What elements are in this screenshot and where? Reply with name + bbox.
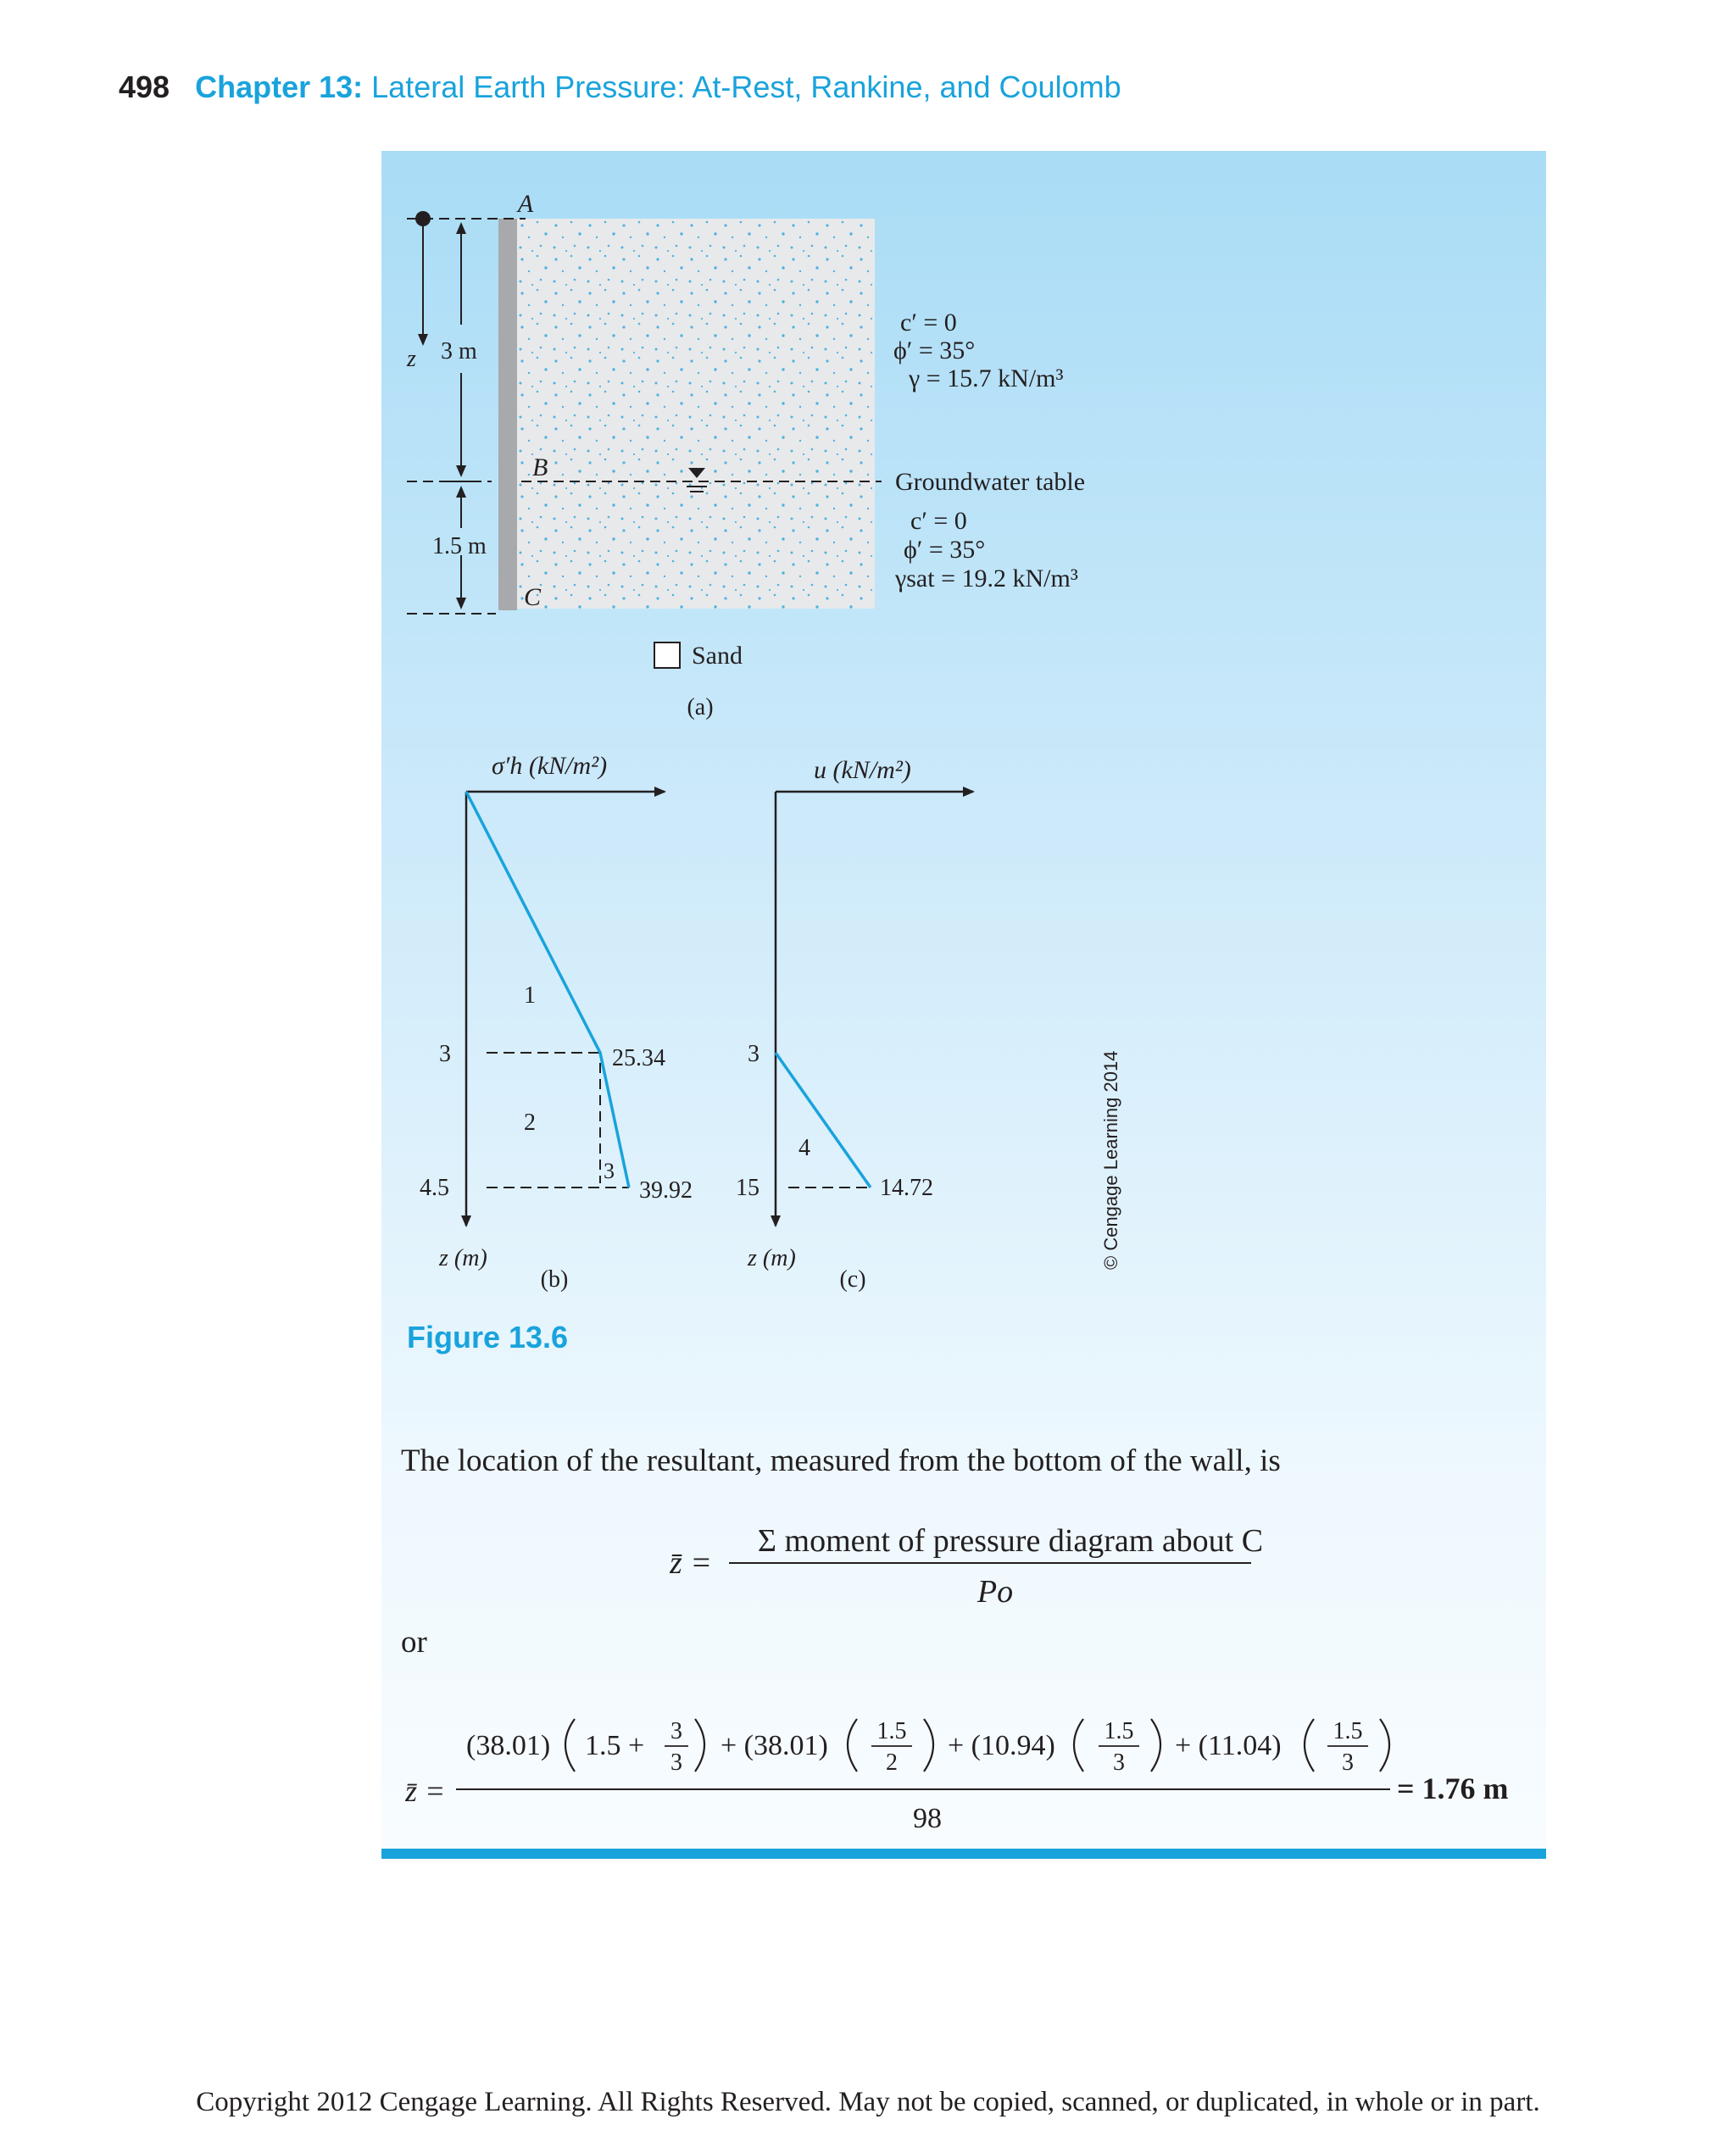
sand-legend-label: Sand: [692, 642, 743, 670]
b-axis-title: σ′h (kN/m²): [492, 752, 608, 780]
upper-cohesion: c′ = 0: [900, 309, 957, 337]
eq2-paren-2r: [924, 1719, 933, 1772]
eq2-term4-den: 3: [1342, 1749, 1354, 1776]
body-paragraph: The location of the resultant, measured from the bottom of the wall, is: [401, 1443, 1281, 1478]
eq2-paren-4r: [1380, 1719, 1389, 1772]
c-area-4: 4: [798, 1135, 810, 1161]
eq1-lhs: z̄ =: [670, 1545, 712, 1581]
upper-friction: ϕ′ = 35°: [893, 337, 976, 364]
soil-profile-a: [406, 190, 1085, 720]
b-depth-3: 3: [439, 1041, 451, 1067]
sand-dots: [502, 219, 875, 609]
eq2-paren-1r: [695, 1719, 704, 1772]
pore-pressure-diagram-c: [736, 756, 973, 1293]
b-value-2534: 25.34: [612, 1045, 665, 1071]
eq2-term1-coef: (38.01): [466, 1730, 551, 1761]
wall: [498, 219, 517, 610]
b-depth-axis-title: z (m): [439, 1245, 487, 1271]
eq2-paren-3l: [1074, 1719, 1083, 1772]
b-depth-45: 4.5: [420, 1175, 449, 1201]
part-c-label: (c): [839, 1266, 866, 1293]
eq2-paren-2l: [848, 1719, 857, 1772]
label-B: B: [532, 453, 548, 481]
eq2-term3-coef: + (10.94): [948, 1730, 1055, 1761]
eq2-term2-num: 1.5: [876, 1718, 907, 1744]
eq2-lhs: z̄ =: [405, 1774, 446, 1808]
panel-bottom-rule: [381, 1849, 1546, 1859]
label-15m: 1.5 m: [432, 533, 487, 559]
page-header: [119, 70, 1121, 105]
chapter-label: Chapter 13:: [195, 70, 364, 104]
groundwater-label: Groundwater table: [895, 468, 1086, 496]
part-b-label: (b): [540, 1266, 569, 1293]
eq2-term1-den: 3: [670, 1749, 682, 1776]
upper-unit-weight: γ = 15.7 kN/m³: [909, 364, 1064, 392]
pressure-diagram-b: [420, 752, 693, 1293]
copyright-footer: Copyright 2012 Cengage Learning. All Rights Reserved. May not be copied, scanned, or duplicated, in whole or in part.: [196, 2087, 1540, 2117]
eq1-denominator: Po: [976, 1574, 1014, 1610]
c-depth-3: 3: [748, 1041, 760, 1067]
eq2-term4-num: 1.5: [1333, 1718, 1363, 1744]
or-word: or: [401, 1625, 427, 1660]
equation-2: [405, 1695, 1541, 1839]
label-3m: 3 m: [441, 338, 477, 364]
sand-legend-swatch: [654, 642, 680, 668]
b-area-1: 1: [524, 982, 536, 1009]
eq2-term4-coef: + (11.04): [1175, 1730, 1282, 1761]
figure-credit: © Cengage Learning 2014: [1100, 1050, 1121, 1270]
eq2-paren-3r: [1151, 1719, 1160, 1772]
lower-cohesion: c′ = 0: [910, 507, 967, 535]
eq2-result: = 1.76 m: [1397, 1772, 1509, 1805]
c-depth-axis-title: z (m): [748, 1245, 796, 1271]
c-axis-title: u (kN/m²): [814, 756, 911, 784]
chapter-title: Lateral Earth Pressure: At-Rest, Rankine, and Coulomb: [371, 70, 1121, 104]
eq2-paren-1l: [565, 1719, 575, 1772]
eq2-term3-num: 1.5: [1104, 1718, 1134, 1744]
b-area-3: 3: [604, 1159, 615, 1183]
eq2-term2-den: 2: [886, 1749, 898, 1776]
eq2-term2-coef: + (38.01): [721, 1730, 828, 1761]
eq1-numerator: Σ moment of pressure diagram about C: [757, 1523, 1263, 1559]
part-a-label: (a): [687, 694, 714, 720]
lower-friction: ϕ′ = 35°: [904, 536, 986, 564]
page-number: 498: [119, 70, 170, 104]
c-pore-pressure-line: [776, 1053, 871, 1188]
figure-caption: Figure 13.6: [407, 1320, 569, 1354]
label-z: z: [407, 346, 416, 372]
eq2-paren-4l: [1305, 1719, 1314, 1772]
b-pressure-line: [466, 792, 629, 1188]
equation-1: [670, 1517, 1263, 1610]
lower-unit-weight: γsat = 19.2 kN/m³: [895, 565, 1078, 592]
c-value-1472: 14.72: [880, 1175, 933, 1201]
eq2-denominator: 98: [913, 1803, 942, 1834]
label-C: C: [524, 583, 542, 611]
eq2-term3-den: 3: [1113, 1749, 1125, 1776]
b-area-2: 2: [524, 1110, 536, 1136]
eq2-term1-num: 3: [670, 1718, 682, 1744]
c-depth-15: 15: [736, 1175, 760, 1201]
figure-13-6: [381, 151, 1546, 1329]
label-A: A: [517, 190, 534, 218]
eq2-term1-sum: 1.5 +: [585, 1730, 645, 1761]
b-value-3992: 39.92: [639, 1177, 693, 1204]
